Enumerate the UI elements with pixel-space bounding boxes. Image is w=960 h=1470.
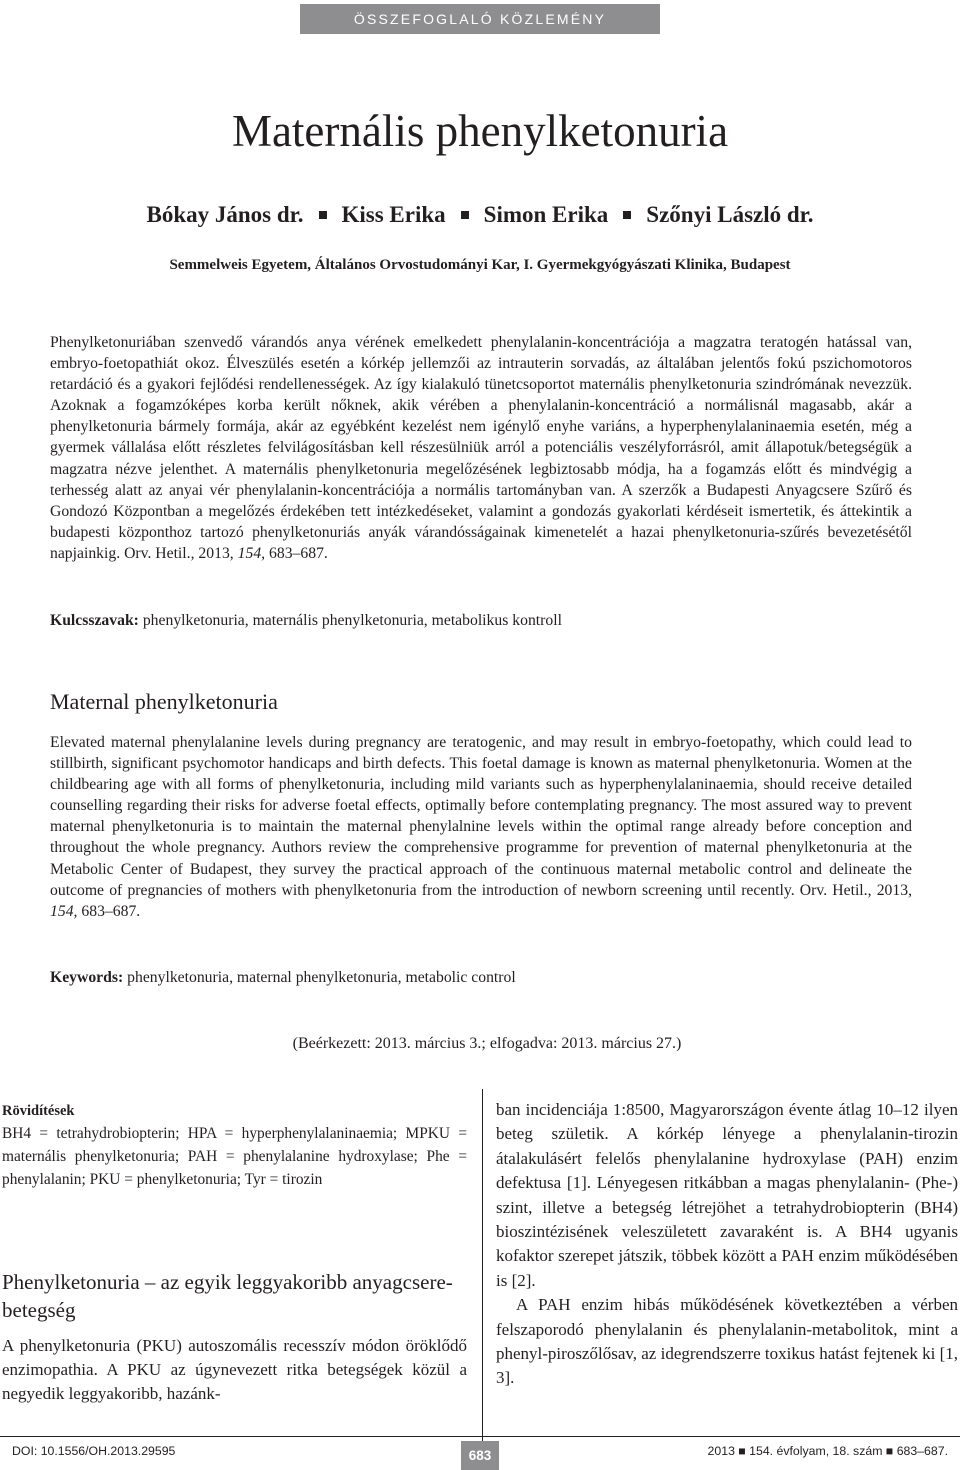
abbreviations-text: BH4 = tetrahydrobiopterin; HPA = hyperphenylalaninaemia; MPKU = maternális phenylketonuria; PAH = phenylalanine hydroxylase; Phe = phenylalanin; PKU = phenylketonuria; Tyr = tirozin <box>2 1125 467 1188</box>
square-separator-icon <box>461 211 469 219</box>
abstract-text: Elevated maternal phenylalanine levels during pregnancy are teratogenic, and may result in embryo-foetopathy, which could lead to stillbirth, significant psychomotor handicaps and birth defects. This foetal damage is known as maternal phenylketonuria. Women at the childbearing age with all forms of phenylketonuria, including mild variants such as hyperphenylalaninaemia, should receive detailed counselling regarding their risks for adverse foetal effects, optimally before contemplating pregnancy. The most assured way to prevent maternal phenylketonuria is to maintain the maternal phenylalnine levels within the optimal range already before conception and throughout the whole pregnancy. Authors review the comprehensive programme for prevention of maternal phenylketonuria at the Metabolic Center of Budapest, they survey the practical approach of the continuous maternal metabolic control and delineate the outcome of pregnancies of mothers with phenylketonuria from the introduction of newborn screening until recently. Orv. Hetil., 2013, <box>50 734 912 899</box>
page-range: 683–687. <box>265 544 328 562</box>
received-dates: (Beérkezett: 2013. március 3.; elfogadva: 2013. március 27.) <box>292 1035 682 1052</box>
english-title: Maternal phenylketonuria <box>50 689 278 714</box>
footer-rule <box>0 1436 960 1437</box>
volume-number: 154, <box>50 902 78 920</box>
left-column <box>2 1100 467 1404</box>
right-column <box>496 1098 958 1391</box>
volume-number: 154, <box>237 544 266 562</box>
square-separator-icon <box>319 211 327 219</box>
keywords-english <box>50 967 912 988</box>
footer-issue: 2013 ■ 154. évfolyam, 18. szám ■ 683–687. <box>707 1444 948 1458</box>
body-paragraph: A phenylketonuria (PKU) autoszomális recesszív módon öröklődő enzimopathia. A PKU az úgynevezett ritka betegségek közül a negyedik leggyakoribb, hazánk- <box>2 1336 467 1404</box>
abbreviations-heading: Rövidítések <box>2 1103 75 1119</box>
article-title: Maternális phenylketonuria <box>231 106 729 156</box>
author-name: Bókay János dr. <box>146 202 304 227</box>
footer-doi: DOI: 10.1556/OH.2013.29595 <box>12 1444 176 1458</box>
keywords-label: Kulcsszavak: <box>50 612 139 629</box>
section-banner <box>300 4 660 34</box>
page-range: 683–687. <box>77 902 141 920</box>
column-divider <box>482 1089 483 1441</box>
keywords-text: phenylketonuria, maternal phenylketonuria, metabolic control <box>123 969 516 986</box>
keywords-label: Keywords: <box>50 969 124 986</box>
author-affiliation: Semmelweis Egyetem, Általános Orvostudományi Kar, I. Gyermekgyógyászati Klinika, Budapest <box>169 257 791 273</box>
page-number: 683 <box>468 1448 492 1463</box>
abstract-english <box>50 732 912 922</box>
keywords-text: phenylketonuria, maternális phenylketonuria, metabolikus kontroll <box>138 612 562 629</box>
author-name: Kiss Erika <box>341 202 446 227</box>
author-list <box>0 201 960 229</box>
section-label: ÖSSZEFOGLALÓ KÖZLEMÉNY <box>353 11 607 27</box>
abstract-hungarian <box>50 332 912 564</box>
keywords-hungarian <box>50 610 912 631</box>
square-separator-icon <box>623 211 631 219</box>
section-heading: Phenylketonuria – az egyik leggyakoribb anyagcsere-betegség <box>2 1270 453 1322</box>
abstract-text: Phenylketonuriában szenvedő várandós anya vérének emelkedett phenylalanin-koncentrációja a magzatra teratogén hatással van, embryo-foetopathiát okoz. Élveszülés esetén a kórkép jellemzői az intrauterin sorvadás, az általában jelentős fokú pszichomotoros retardáció és a gyakori fejlődési rendellenességek. Az így kialakuló tünetcsoportot maternális phenylketonuria szindrómának nevezzük. Azoknak a fogamzóképes korba került nőknek, akik vérében a phenylalanin-koncentráció a normálisnál magasabb, akár a phenylketonuria bármely formája, akár az egyébként kezelést nem igénylő enyhe variáns, a hyperphenylalaninaemia esetén, még a gyermek vállalása előtt részletes felvilágosításban kell részesülniük arról a potenciális veszélyforrásról, amit állapotuk/betegségük a magzatra nézve jelenthet. A maternális phenylketonuria megelőzésének legbiztosabb módja, ha a fogamzás előtt és mindvégig a terhesség alatt az anyai vér phenylalanin-koncentrációja a normális tartományban van. A szerzők a Budapesti Anyagcsere Szűrő és Gondozó Központban a megelőzés érdekében tett intézkedéseket, valamint a gondozás gyakorlati kérdéseit ismertetik, és áttekintik a budapesti központhoz tartozó phenylketonuriás anyák várandósságainak kimenetelét a hazai phenylketonuria-szűrés bevezetésétől napjainkig. Orv. Hetil., 2013, <box>50 334 912 562</box>
body-paragraph: A PAH enzim hibás működésének következtében a vérben felszaporodó phenylalanin és phenylalanin-metabolitok, mint a phenyl-piroszőlősav, az idegrendszerre toxikus hatást fejtenek ki [1, 3]. <box>496 1295 958 1388</box>
author-name: Szőnyi László dr. <box>646 202 814 227</box>
page-number-badge <box>461 1441 499 1470</box>
author-name: Simon Erika <box>483 202 609 227</box>
body-paragraph: ban incidenciája 1:8500, Magyarországon évente átlag 10–12 ilyen beteg születik. A kórkép lényege a phenylalanin-tirozin átalakulásért felelős phenylalanine hydroxylase (PAH) enzim defektusa [1]. Lényegesen ritkábban a magas phenylalanin- (Phe-) szint, illetve a betegség létrejöhet a tetrahydrobiopterin (BH4) bioszintézisének veleszületett zavaraként is. A BH4 ugyanis kofaktor szerepet játszik, többek között a PAH enzim működésében is [2]. <box>496 1100 958 1290</box>
